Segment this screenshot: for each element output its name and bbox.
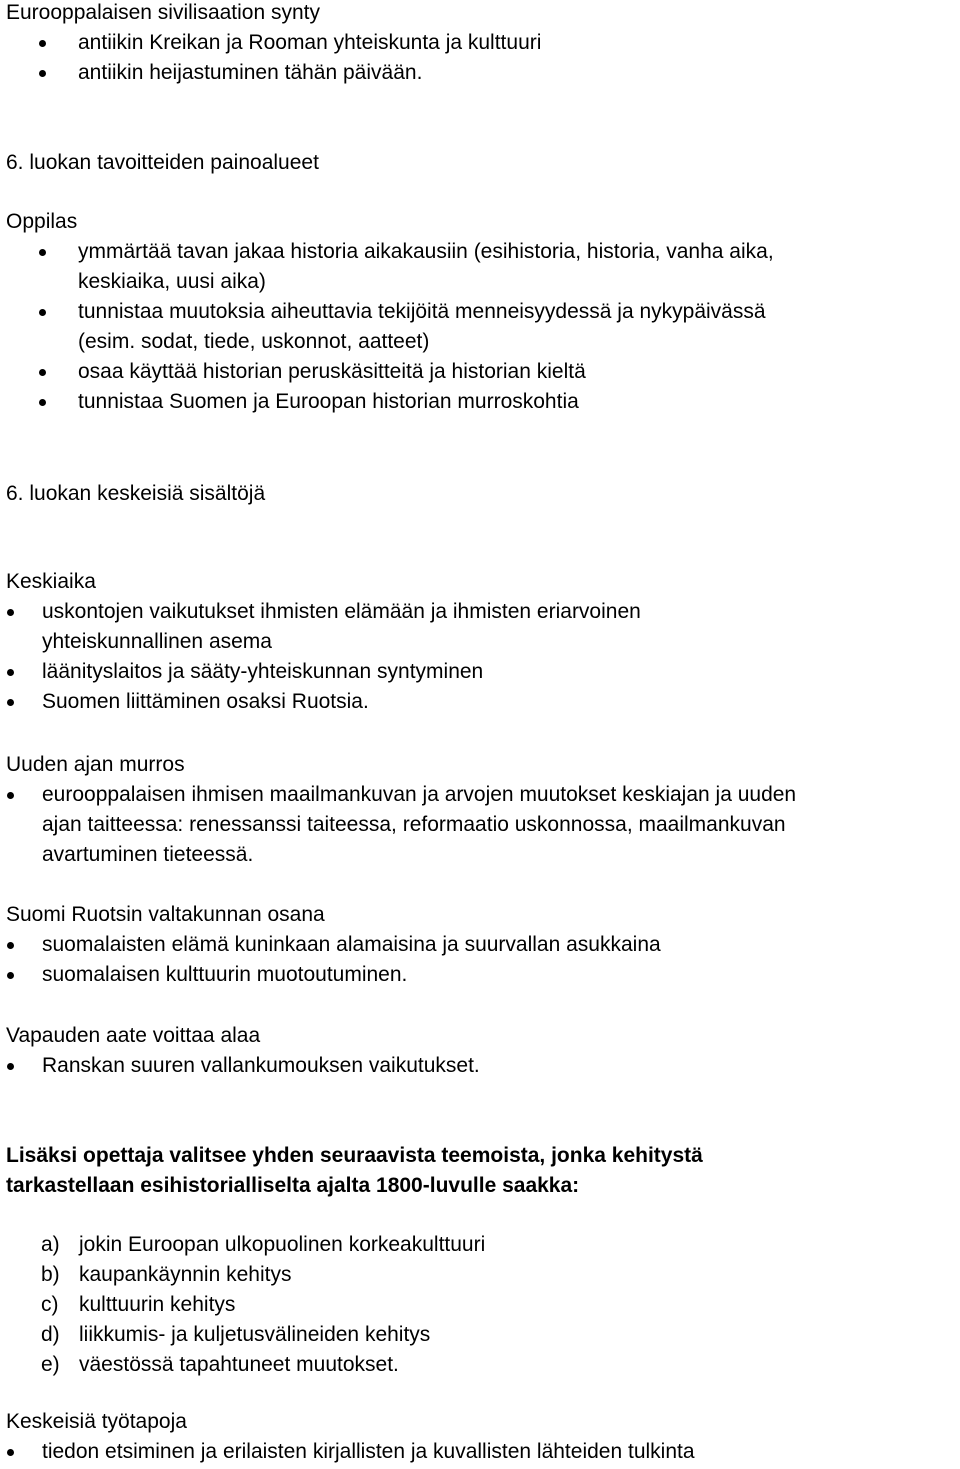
goals-list — [6, 237, 960, 417]
list-item: e) väestössä tapahtuneet muutokset. — [41, 1353, 399, 1376]
bullet-icon — [7, 972, 14, 979]
list-item: c) kulttuurin kehitys — [41, 1293, 236, 1316]
list-item: eurooppalaisen ihmisen maailmankuvan ja arvojen muutokset keskiajan ja uuden ajan taitteessa: renessanssi taiteessa, reformaatio uskonnossa, maailmankuvan avartuminen tieteessä. — [6, 780, 960, 870]
contents-heading-block — [6, 479, 960, 509]
section-list — [6, 780, 960, 870]
section-title: Suomi Ruotsin valtakunnan osana — [6, 903, 325, 926]
extra-options — [6, 1230, 960, 1380]
list-item: d) liikkumis- ja kuljetusvälineiden kehitys — [41, 1323, 431, 1346]
section-list — [6, 930, 960, 990]
intro-title: Eurooppalaisen sivilisaation synty — [6, 1, 321, 24]
bullet-icon — [39, 369, 46, 376]
section-list — [6, 1437, 960, 1467]
section-keskiaika — [6, 567, 960, 717]
intro-section — [6, 0, 960, 88]
goals-subheading: Oppilas — [6, 210, 78, 233]
section-title: Vapauden aate voittaa alaa — [6, 1024, 261, 1047]
list-item: Suomen liittäminen osaksi Ruotsia. — [6, 687, 960, 717]
list-item: b) kaupankäynnin kehitys — [41, 1263, 292, 1286]
bullet-icon — [7, 1449, 14, 1456]
list-item: uskontojen vaikutukset ihmisten elämään ja ihmisten eriarvoinen yhteiskunnallinen asema — [6, 597, 960, 657]
list-item: suomalaisten elämä kuninkaan alamaisina ja suurvallan asukkaina — [6, 930, 960, 960]
options-list — [6, 1230, 960, 1380]
section-list — [6, 597, 960, 717]
list-item: Ranskan suuren vallankumouksen vaikutukset. — [6, 1051, 960, 1081]
bullet-icon — [39, 399, 46, 406]
section-suomi-ruotsin — [6, 900, 960, 990]
bullet-icon — [39, 249, 46, 256]
list-item: ymmärtää tavan jakaa historia aikakausiin (esihistoria, historia, vanha aika, keskiaika, uusi aika) — [6, 237, 960, 297]
section-vapauden-aate — [6, 1021, 960, 1081]
extra-paragraph: Lisäksi opettaja valitsee yhden seuraavista teemoista, jonka kehitystä tarkastellaan esihistorialliselta ajalta 1800-luvulle saakka: — [6, 1144, 703, 1197]
list-item: antiikin heijastuminen tähän päivään. — [6, 58, 960, 88]
bullet-icon — [7, 699, 14, 706]
section-title: Uuden ajan murros — [6, 753, 185, 776]
bullet-icon — [7, 669, 14, 676]
section-title: Keskeisiä työtapoja — [6, 1410, 187, 1433]
list-item: läänityslaitos ja sääty-yhteiskunnan syntyminen — [6, 657, 960, 687]
list-item: suomalaisen kulttuurin muotoutuminen. — [6, 960, 960, 990]
list-item: a) jokin Euroopan ulkopuolinen korkeakulttuuri — [41, 1233, 486, 1256]
bullet-icon — [39, 309, 46, 316]
bullet-icon — [7, 609, 14, 616]
goals-section — [6, 148, 960, 178]
section-title: Keskiaika — [6, 570, 96, 593]
bullet-icon — [7, 792, 14, 799]
list-item: tunnistaa Suomen ja Euroopan historian murroskohtia — [6, 387, 960, 417]
contents-heading: 6. luokan keskeisiä sisältöjä — [6, 482, 266, 505]
bullet-icon — [39, 40, 46, 47]
intro-list — [6, 28, 960, 88]
goals-heading: 6. luokan tavoitteiden painoalueet — [6, 151, 319, 174]
bullet-icon — [39, 70, 46, 77]
section-list — [6, 1051, 960, 1081]
list-item: tunnistaa muutoksia aiheuttavia tekijöitä menneisyydessä ja nykypäivässä (esim. sodat, tiede, uskonnot, aatteet) — [6, 297, 960, 357]
bullet-icon — [7, 942, 14, 949]
goals-list-section — [6, 207, 960, 417]
section-uuden-ajan-murros — [6, 750, 960, 870]
list-item: tiedon etsiminen ja erilaisten kirjallisten ja kuvallisten lähteiden tulkinta — [6, 1437, 960, 1467]
list-item: osaa käyttää historian peruskäsitteitä ja historian kieltä — [6, 357, 960, 387]
section-methods — [6, 1407, 960, 1467]
bullet-icon — [7, 1063, 14, 1070]
list-item: antiikin Kreikan ja Rooman yhteiskunta ja kulttuuri — [6, 28, 960, 58]
